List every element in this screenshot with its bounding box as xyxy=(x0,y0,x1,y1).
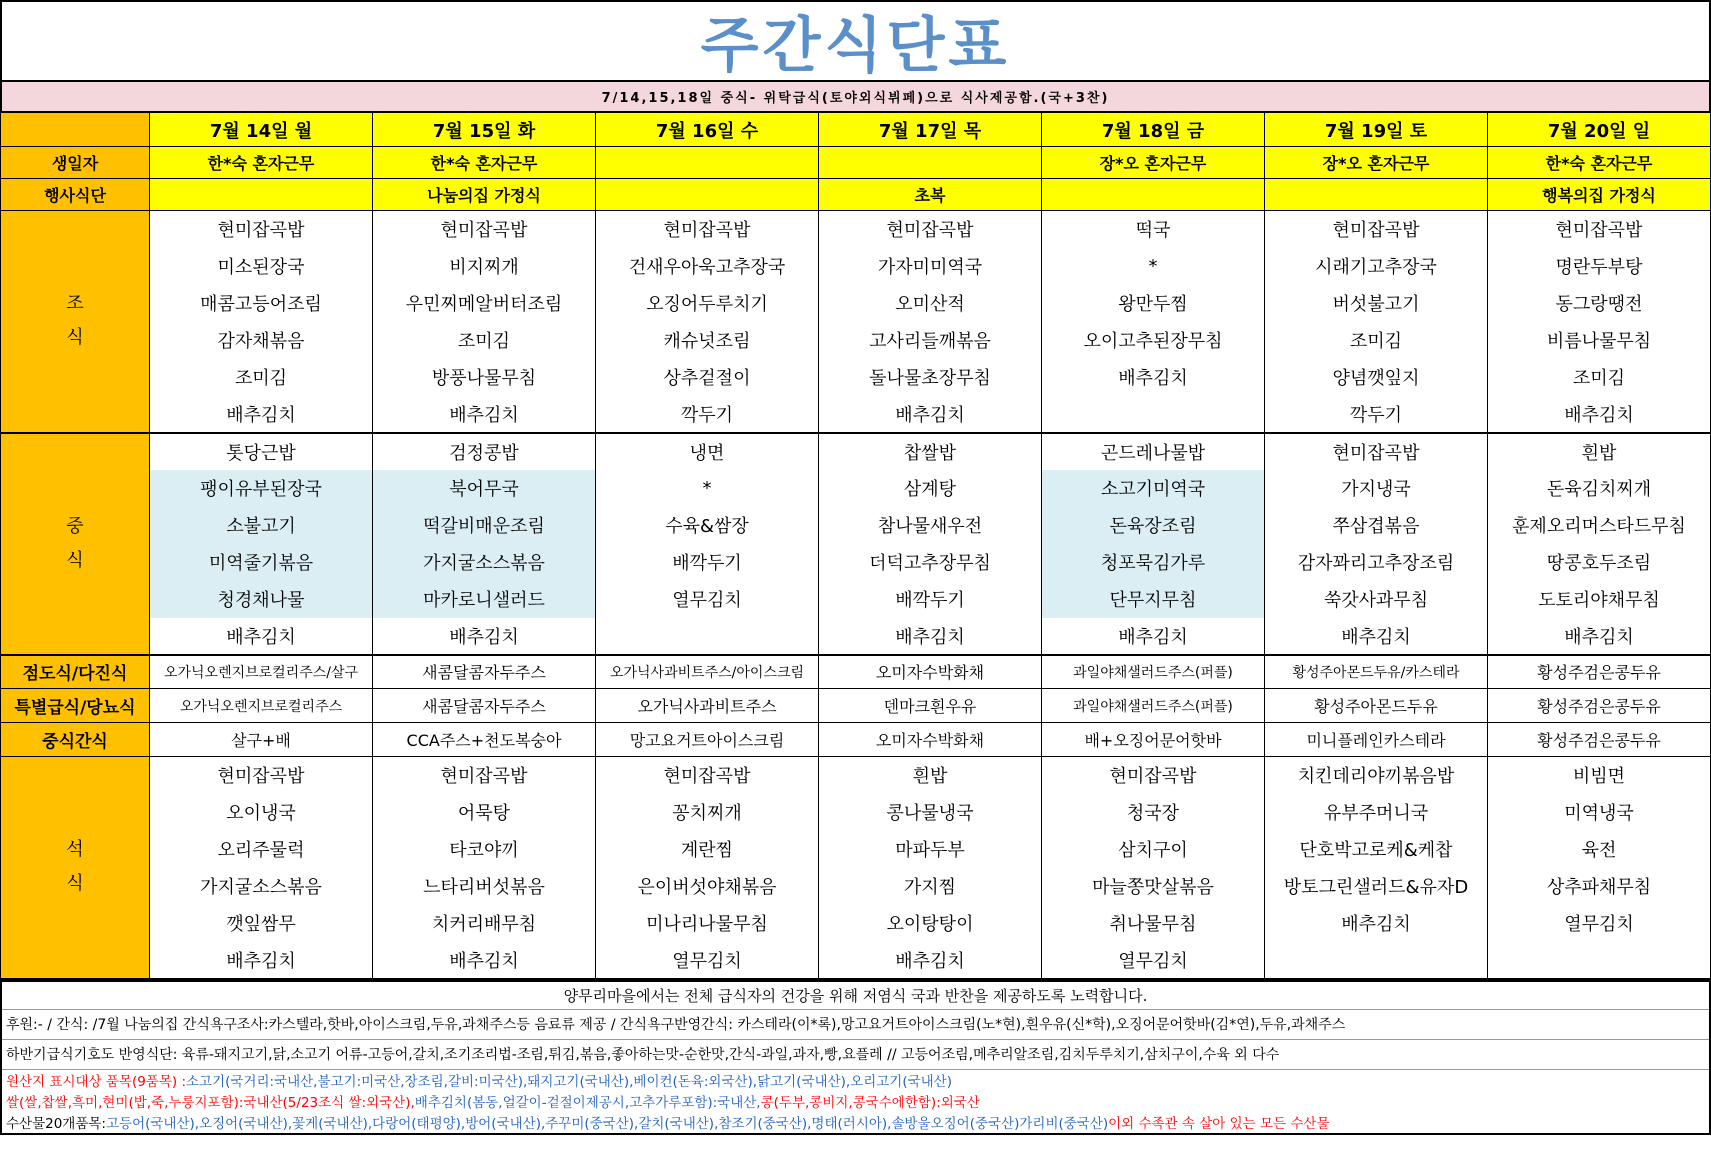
lunch-row xyxy=(1,470,1711,507)
breakfast-dish: 명란두부탕 xyxy=(1488,248,1711,285)
breakfast-dish: 양념깻잎지 xyxy=(1265,359,1488,396)
dinner-dish: 오이탕탕이 xyxy=(819,905,1042,942)
origin-items: 소고기(국거리:국내산,불고기:미국산,장조림,갈비:미국산),돼지고기(국내산),베이컨(돈육:외국산),닭고기(국내산),오리고기(국내산) xyxy=(186,1074,952,1090)
lunch-dish: 찹쌀밥 xyxy=(819,433,1042,470)
lunch-snack-cell: CCA주스+천도복숭아 xyxy=(373,723,596,757)
day-header: 7월 15일 화 xyxy=(373,113,596,147)
soft-diet-cell: 새콤달콤자두주스 xyxy=(373,655,596,689)
breakfast-dish: 비름나물무침 xyxy=(1488,322,1711,359)
page-title: 주간식단표 xyxy=(700,11,1011,81)
breakfast-dish: 오이고추된장무침 xyxy=(1042,322,1265,359)
lunch-dish: 냉면 xyxy=(596,433,819,470)
dinner-dish: 어묵탕 xyxy=(373,794,596,831)
breakfast-row xyxy=(1,359,1711,396)
header-corner xyxy=(1,113,150,147)
birthday-cell: 한*숙 혼자근무 xyxy=(373,147,596,179)
special-diet-row xyxy=(1,689,1711,723)
breakfast-dish: 가자미미역국 xyxy=(819,248,1042,285)
dinner-dish xyxy=(1488,942,1711,979)
breakfast-dish: * xyxy=(1042,248,1265,285)
lunch-dish: 떡갈비매운조림 xyxy=(373,507,596,544)
breakfast-dish: 고사리들깨볶음 xyxy=(819,322,1042,359)
breakfast-row xyxy=(1,248,1711,285)
dinner-dish: 오리주물럭 xyxy=(150,831,373,868)
breakfast-dish: 방풍나물무침 xyxy=(373,359,596,396)
footer xyxy=(0,980,1711,1135)
lunch-dish: 청경채나물 xyxy=(150,581,373,618)
breakfast-dish: 미소된장국 xyxy=(150,248,373,285)
dinner-dish: 미역냉국 xyxy=(1488,794,1711,831)
breakfast-dish: 조미김 xyxy=(373,322,596,359)
soft-diet-cell: 과일야채샐러드주스(퍼플) xyxy=(1042,655,1265,689)
day-header: 7월 20일 일 xyxy=(1488,113,1711,147)
dinner-dish: 취나물무침 xyxy=(1042,905,1265,942)
lunch-dish: 삼계탕 xyxy=(819,470,1042,507)
dinner-dish: 미나리나물무침 xyxy=(596,905,819,942)
breakfast-dish: 현미잡곡밥 xyxy=(1265,211,1488,248)
event-meal-cell xyxy=(596,179,819,211)
dinner-dish: 육전 xyxy=(1488,831,1711,868)
dinner-dish: 상추파채무침 xyxy=(1488,868,1711,905)
dinner-label: 석 식 xyxy=(1,757,150,979)
origin-label: 원산지 표시대상 품목(9품목) : xyxy=(6,1074,186,1090)
breakfast-dish: 배추김치 xyxy=(373,396,596,433)
lunch-dish: 배추김치 xyxy=(373,618,596,655)
breakfast-dish: 배추김치 xyxy=(1488,396,1711,433)
special-diet-cell: 과일야채샐러드주스(퍼플) xyxy=(1042,689,1265,723)
breakfast-label: 조 식 xyxy=(1,211,150,433)
breakfast-dish: 현미잡곡밥 xyxy=(596,211,819,248)
event-meal-cell: 행복의집 가정식 xyxy=(1488,179,1711,211)
breakfast-dish: 버섯불고기 xyxy=(1265,285,1488,322)
dinner-dish: 마늘쫑맛살볶음 xyxy=(1042,868,1265,905)
soft-diet-cell: 오가닉오렌지브로컬리주스/살구 xyxy=(150,655,373,689)
breakfast-dish: 비지찌개 xyxy=(373,248,596,285)
footer-rice-line xyxy=(2,1091,1709,1112)
lunch-dish: 땅콩호두조림 xyxy=(1488,544,1711,581)
special-diet-cell: 새콤달콤자두주스 xyxy=(373,689,596,723)
breakfast-dish: 캐슈넛조림 xyxy=(596,322,819,359)
menu-table xyxy=(0,112,1711,980)
breakfast-row xyxy=(1,322,1711,359)
dinner-dish: 현미잡곡밥 xyxy=(150,757,373,794)
lunch-dish: 흰밥 xyxy=(1488,433,1711,470)
dinner-row xyxy=(1,757,1711,794)
soft-diet-cell: 오미자수박화채 xyxy=(819,655,1042,689)
lunch-dish: 배추김치 xyxy=(1042,618,1265,655)
birthday-cell xyxy=(819,147,1042,179)
breakfast-dish: 조미김 xyxy=(150,359,373,396)
dinner-dish: 계란찜 xyxy=(596,831,819,868)
breakfast-dish: 현미잡곡밥 xyxy=(819,211,1042,248)
breakfast-row xyxy=(1,211,1711,248)
lunch-dish: 훈제오리머스타드무침 xyxy=(1488,507,1711,544)
dinner-dish: 현미잡곡밥 xyxy=(373,757,596,794)
lunch-dish: 배추김치 xyxy=(819,618,1042,655)
lunch-dish: 배추김치 xyxy=(1488,618,1711,655)
lunch-dish: 쭈삼겹볶음 xyxy=(1265,507,1488,544)
breakfast-dish: 시래기고추장국 xyxy=(1265,248,1488,285)
dinner-dish: 현미잡곡밥 xyxy=(1042,757,1265,794)
soft-diet-label: 점도식/다진식 xyxy=(1,655,150,689)
special-diet-cell: 황성주아몬드두유 xyxy=(1265,689,1488,723)
lunch-snack-cell: 미니플레인카스테라 xyxy=(1265,723,1488,757)
lunch-dish: 가지굴소스볶음 xyxy=(373,544,596,581)
breakfast-dish: 깍두기 xyxy=(596,396,819,433)
breakfast-dish: 조미김 xyxy=(1265,322,1488,359)
dinner-dish: 치커리배무침 xyxy=(373,905,596,942)
lunch-dish: 북어무국 xyxy=(373,470,596,507)
day-header: 7월 14일 월 xyxy=(150,113,373,147)
breakfast-dish: 현미잡곡밥 xyxy=(150,211,373,248)
dinner-dish: 현미잡곡밥 xyxy=(596,757,819,794)
day-header-row xyxy=(1,113,1711,147)
event-meal-label: 행사식단 xyxy=(1,179,150,211)
lunch-dish: 배깍두기 xyxy=(819,581,1042,618)
event-meal-cell xyxy=(150,179,373,211)
breakfast-dish: 돌나물초장무침 xyxy=(819,359,1042,396)
soft-diet-cell: 오가닉사과비트주스/아이스크림 xyxy=(596,655,819,689)
lunch-snack-label: 중식간식 xyxy=(1,723,150,757)
event-meal-cell: 나눔의집 가정식 xyxy=(373,179,596,211)
dinner-dish: 배추김치 xyxy=(1265,905,1488,942)
dinner-dish: 느타리버섯볶음 xyxy=(373,868,596,905)
special-diet-cell: 오가닉오렌지브로컬리주스 xyxy=(150,689,373,723)
breakfast-dish: 상추겉절이 xyxy=(596,359,819,396)
lunch-dish xyxy=(596,618,819,655)
dinner-dish: 열무김치 xyxy=(596,942,819,979)
breakfast-dish: 건새우아욱고추장국 xyxy=(596,248,819,285)
footer-preference-note: 하반기급식기호도 반영식단: 육류-돼지고기,닭,소고기 어류-고등어,갈치,조기조리법-조림,튀김,볶음,좋아하는맛-순한맛,간식-과일,과자,빵,요플레 // 고등어조림,메추리알조림,김치두루치기,삼치구이,수육 외 다수 xyxy=(2,1040,1709,1070)
title-bar xyxy=(0,0,1711,80)
special-diet-cell: 덴마크흰우유 xyxy=(819,689,1042,723)
dinner-dish: 배추김치 xyxy=(150,942,373,979)
dinner-dish: 마파두부 xyxy=(819,831,1042,868)
lunch-dish: 곤드레나물밥 xyxy=(1042,433,1265,470)
lunch-dish: 쑥갓사과무침 xyxy=(1265,581,1488,618)
dinner-row xyxy=(1,942,1711,979)
birthday-label: 생일자 xyxy=(1,147,150,179)
breakfast-row xyxy=(1,396,1711,433)
breakfast-dish: 매콤고등어조림 xyxy=(150,285,373,322)
special-diet-cell: 오가닉사과비트주스 xyxy=(596,689,819,723)
dinner-dish: 열무김치 xyxy=(1488,905,1711,942)
day-header: 7월 17일 목 xyxy=(819,113,1042,147)
lunch-dish: 소불고기 xyxy=(150,507,373,544)
lunch-dish: 배추김치 xyxy=(1265,618,1488,655)
birthday-cell xyxy=(596,147,819,179)
dinner-row xyxy=(1,868,1711,905)
dinner-row xyxy=(1,831,1711,868)
soft-diet-row xyxy=(1,655,1711,689)
lunch-dish: 감자꽈리고추장조림 xyxy=(1265,544,1488,581)
lunch-dish: 가지냉국 xyxy=(1265,470,1488,507)
day-header: 7월 18일 금 xyxy=(1042,113,1265,147)
breakfast-dish: 배추김치 xyxy=(1042,359,1265,396)
lunch-dish: 수육&쌈장 xyxy=(596,507,819,544)
breakfast-dish: 동그랑땡전 xyxy=(1488,285,1711,322)
lunch-dish: 검정콩밥 xyxy=(373,433,596,470)
breakfast-dish: 감자채볶음 xyxy=(150,322,373,359)
birthday-row xyxy=(1,147,1711,179)
lunch-dish: 배추김치 xyxy=(150,618,373,655)
day-header: 7월 19일 토 xyxy=(1265,113,1488,147)
event-meal-row xyxy=(1,179,1711,211)
birthday-cell: 장*오 혼자근무 xyxy=(1265,147,1488,179)
dinner-dish: 은이버섯야채볶음 xyxy=(596,868,819,905)
lunch-row xyxy=(1,581,1711,618)
lunch-dish: 마카로니샐러드 xyxy=(373,581,596,618)
lunch-snack-cell: 살구+배 xyxy=(150,723,373,757)
breakfast-dish: 배추김치 xyxy=(150,396,373,433)
event-meal-cell xyxy=(1042,179,1265,211)
soft-diet-cell: 황성주검은콩두유 xyxy=(1488,655,1711,689)
rice-tail: 콩(두부,콩비지,콩국수에한함):외국산 xyxy=(760,1095,980,1111)
breakfast-dish xyxy=(1042,396,1265,433)
dinner-dish: 삼치구이 xyxy=(1042,831,1265,868)
breakfast-dish: 오징어두루치기 xyxy=(596,285,819,322)
lunch-snack-cell: 배+오징어문어핫바 xyxy=(1042,723,1265,757)
dinner-dish: 흰밥 xyxy=(819,757,1042,794)
breakfast-dish: 현미잡곡밥 xyxy=(1488,211,1711,248)
lunch-dish: 청포묵김가루 xyxy=(1042,544,1265,581)
breakfast-dish: 깍두기 xyxy=(1265,396,1488,433)
lunch-dish: 배깍두기 xyxy=(596,544,819,581)
lunch-dish: 현미잡곡밥 xyxy=(1265,433,1488,470)
lunch-dish: 단무지무침 xyxy=(1042,581,1265,618)
dinner-dish: 콩나물냉국 xyxy=(819,794,1042,831)
dinner-dish: 가지찜 xyxy=(819,868,1042,905)
dinner-dish: 비빔면 xyxy=(1488,757,1711,794)
lunch-label: 중 식 xyxy=(1,433,150,655)
dinner-dish: 단호박고로케&케찹 xyxy=(1265,831,1488,868)
breakfast-dish: 배추김치 xyxy=(819,396,1042,433)
lunch-dish: 열무김치 xyxy=(596,581,819,618)
event-meal-cell: 초복 xyxy=(819,179,1042,211)
breakfast-dish: 우민찌메알버터조림 xyxy=(373,285,596,322)
lunch-dish: 미역줄기볶음 xyxy=(150,544,373,581)
birthday-cell: 한*숙 혼자근무 xyxy=(1488,147,1711,179)
dinner-dish: 타코야끼 xyxy=(373,831,596,868)
dinner-dish: 청국장 xyxy=(1042,794,1265,831)
breakfast-dish: 오미산적 xyxy=(819,285,1042,322)
lunch-row xyxy=(1,507,1711,544)
breakfast-dish: 조미김 xyxy=(1488,359,1711,396)
lunch-snack-cell: 오미자수박화채 xyxy=(819,723,1042,757)
footer-origin-line xyxy=(2,1070,1709,1091)
dinner-dish: 오이냉국 xyxy=(150,794,373,831)
dinner-dish: 꽁치찌개 xyxy=(596,794,819,831)
lunch-snack-row xyxy=(1,723,1711,757)
event-meal-cell xyxy=(1265,179,1488,211)
special-diet-label: 특별급식/당뇨식 xyxy=(1,689,150,723)
notice-banner: 7/14,15,18일 중식- 위탁급식(토야외식뷔페)으로 식사제공함.(국+3찬) xyxy=(0,80,1711,112)
footer-lowsalt-note: 양무리마을에서는 전체 급식자의 건강을 위해 저염식 국과 반찬을 제공하도록 노력합니다. xyxy=(2,982,1709,1010)
lunch-row xyxy=(1,433,1711,470)
footer-seafood-line xyxy=(2,1112,1709,1133)
lunch-dish: 팽이유부된장국 xyxy=(150,470,373,507)
dinner-row xyxy=(1,794,1711,831)
dinner-dish: 배추김치 xyxy=(373,942,596,979)
seafood-label: 수산물20개품목: xyxy=(6,1116,106,1132)
lunch-dish: 도토리야채무침 xyxy=(1488,581,1711,618)
lunch-dish: * xyxy=(596,470,819,507)
lunch-dish: 돈육장조림 xyxy=(1042,507,1265,544)
birthday-cell: 한*숙 혼자근무 xyxy=(150,147,373,179)
dinner-dish: 열무김치 xyxy=(1042,942,1265,979)
rice-items: 배추김치(봄동,얼갈이-겉절이제공시,고추가루포함):국내산, xyxy=(414,1095,761,1111)
lunch-dish: 참나물새우전 xyxy=(819,507,1042,544)
dinner-dish: 유부주머니국 xyxy=(1265,794,1488,831)
breakfast-row xyxy=(1,285,1711,322)
seafood-tail: 이외 수족관 속 살아 있는 모든 수산물 xyxy=(1108,1116,1330,1132)
rice-label: 쌀(쌀,찹쌀,흑미,현미(밥,죽,누룽지포함):국내산(5/23조식 쌀:외국산), xyxy=(6,1095,415,1111)
dinner-row xyxy=(1,905,1711,942)
lunch-row xyxy=(1,544,1711,581)
dinner-dish: 치킨데리야끼볶음밥 xyxy=(1265,757,1488,794)
lunch-snack-cell: 망고요거트아이스크림 xyxy=(596,723,819,757)
day-header: 7월 16일 수 xyxy=(596,113,819,147)
lunch-snack-cell: 황성주검은콩두유 xyxy=(1488,723,1711,757)
breakfast-dish: 왕만두찜 xyxy=(1042,285,1265,322)
lunch-dish: 돈육김치찌개 xyxy=(1488,470,1711,507)
soft-diet-cell: 황성주아몬드두유/카스테라 xyxy=(1265,655,1488,689)
breakfast-dish: 떡국 xyxy=(1042,211,1265,248)
lunch-dish: 더덕고추장무침 xyxy=(819,544,1042,581)
dinner-dish: 가지굴소스볶음 xyxy=(150,868,373,905)
lunch-dish: 톳당근밥 xyxy=(150,433,373,470)
dinner-dish: 방토그린샐러드&유자D xyxy=(1265,868,1488,905)
dinner-dish: 깻잎쌈무 xyxy=(150,905,373,942)
dinner-dish: 배추김치 xyxy=(819,942,1042,979)
dinner-dish xyxy=(1265,942,1488,979)
breakfast-dish: 현미잡곡밥 xyxy=(373,211,596,248)
lunch-row xyxy=(1,618,1711,655)
footer-sponsor-note: 후원:- / 간식: /7월 나눔의집 간식욕구조사:카스텔라,핫바,아이스크림,두유,과채주스등 음료류 제공 / 간식욕구반영간식: 카스테라(이*록),망고요거트아이스크림(노*현),흰우유(신*학),오징어문어핫바(김*연),두유,과채주스 xyxy=(2,1010,1709,1040)
seafood-items: 고등어(국내산),오징어(국내산),꽃게(국내산),다랑어(태평양),방어(국내산),주꾸미(중국산),갈치(국내산),참조기(중국산),명태(러시아),솔방울오징어(중국산)가리비(중국산) xyxy=(105,1116,1109,1132)
birthday-cell: 장*오 혼자근무 xyxy=(1042,147,1265,179)
lunch-dish: 소고기미역국 xyxy=(1042,470,1265,507)
special-diet-cell: 황성주검은콩두유 xyxy=(1488,689,1711,723)
